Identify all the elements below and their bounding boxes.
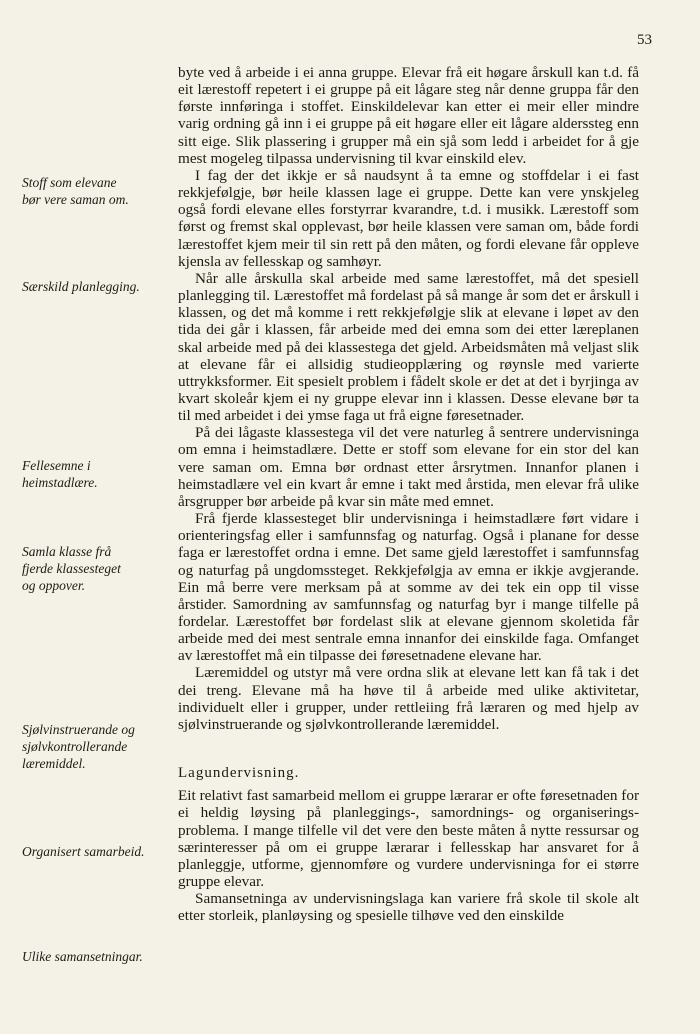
paragraph: Frå fjerde klassesteget blir undervisninga i heimstadlære ført vidare i orienteringsfag eller i samfunnsfag og naturfag. Også i planane for desse faga er lærestoffet ordna i emne. Det same gjeld lærestoffet i samfunnsfag og naturfag på ungdomssteget. Rekkjefølgja av emna er ikkje avgjerande. Ein må berre vere merksam på at somme av dei tek ein opp til visse årstider. Samordning av samfunnsfag og naturfag byr i mange tilfelle på fordelar. Lærestoffet bør fordelast slik at elevane gjennom skoletida får arbeide med dei mest sentrale emna innanfor dei einskilde faga. Omfanget av lærestoffet må ein tilpasse dei føresetnadene elevane har. [178, 510, 639, 665]
paragraph: I fag der det ikkje er så naudsynt å ta emne og stoffdelar i ei fast rekkjefølgje, bør heile klassen lage ei gruppe. Dette kan vere ynskjeleg også fordi elevane elles forstyrrar kvarandre, t.d. i musikk. Lærestoff som først og fremst skal opplevast, bør heile klassen vere saman om, både fordi lærestoffet kjem meir til sin rett på den måten, og fordi elevane får oppleve kjensla av fellesskap og samhøyr. [178, 166, 639, 270]
margin-note-planlegging: Særskild planlegging. [22, 279, 140, 294]
paragraph: Samansetninga av undervisningslaga kan variere frå skole til skole alt etter storleik, planløysing og spesielle tilhøve ved den einskilde [178, 890, 639, 925]
page-number: 53 [637, 32, 652, 48]
paragraph: Når alle årskulla skal arbeide med same lærestoffet, må det spesiell planlegging til. Lærestoffet må fordelast på så mange år som det er årskull i klassen, og det må komme i rett rekkjefølgje slik at elevane i løpet av den tida dei går i klassen, får arbeide med dei emna som dei etter læreplanen skal arbeide med på dei klassestega det gjeld. Arbeidsmåten må veljast slik at elevane får ei allsidig studieopplæring og røynsle med varierte uttrykksformer. Eit spesielt problem i fådelt skole er det at det i byrjinga av kvart skoleår kjem ei ny gruppe elevar inn i klassen. Desse elevane bør ta til med arbeidet i dei ymse faga ut frå eigne føresetnader. [178, 269, 639, 425]
paragraph: Eit relativt fast samarbeid mellom ei gruppe lærarar er ofte føresetnaden for ei heldig løysing på planleggings-, samordnings- og organiseringsproblema. I mange tilfelle vil det vere den beste måten å nytte ressursar og særinteresser på om ei gruppe lærarar i fellesskap har ansvaret for å planleggje, utforme, gjennomføre og vurdere undervisninga for ei større gruppe elevar. [178, 787, 639, 891]
section-heading: Lagundervisning. [178, 765, 300, 782]
body-text [178, 64, 639, 925]
paragraph: På dei lågaste klassestega vil det vere naturleg å sentrere undervisninga om emna i heimstadlære. Dette er stoff som elevane for ein stor del kan vere saman om. Emna bør ordnast etter årsrytmen. Innanfor planen i heimstadlære vel ein kvart år emne i takt med årstida, men elevar frå ulike årsgrupper bør arbeide på kvar sin måte med emnet. [178, 424, 639, 510]
margin-note-stoff: Stoff som elevane bør vere saman om. [22, 175, 129, 207]
margin-note-samarbeid: Organisert samarbeid. [22, 844, 145, 859]
margin-note-samla-klasse: Samla klasse frå fjerde klassesteget og oppover. [22, 544, 121, 593]
margin-note-samansetningar: Ulike samansetningar. [22, 949, 143, 964]
margin-note-fellesemne: Fellesemne i heimstadlære. [22, 458, 98, 490]
paragraph: Læremiddel og utstyr må vere ordna slik at elevane lett kan få tak i det dei treng. Elevane må ha høve til å arbeide med ulike aktivitetar, individuelt eller i grupper, under rettleiing frå læraren og med hjelp av sjølvinstruerande og sjølvkontrollerande læremiddel. [178, 664, 639, 733]
paragraph: byte ved å arbeide i ei anna gruppe. Elevar frå eit høgare årskull kan t.d. få eit lærestoff repetert i ei gruppe på eit lågare steg når denne gruppa får den første innføringa i stoffet. Einskildelevar kan etter ei meir eller mindre varig ordning gå inn i ei gruppe på eit høgare eller eit lågare alderssteg enn sitt eige. Slik plassering i grupper må ein sjå som ledd i arbeidet for å gje mest mogeleg tilpassa undervisning til kvar einskild elev. [178, 64, 639, 167]
margin-note-laeremiddel: Sjølvinstruerande og sjølvkontrollerande læremiddel. [22, 722, 135, 771]
